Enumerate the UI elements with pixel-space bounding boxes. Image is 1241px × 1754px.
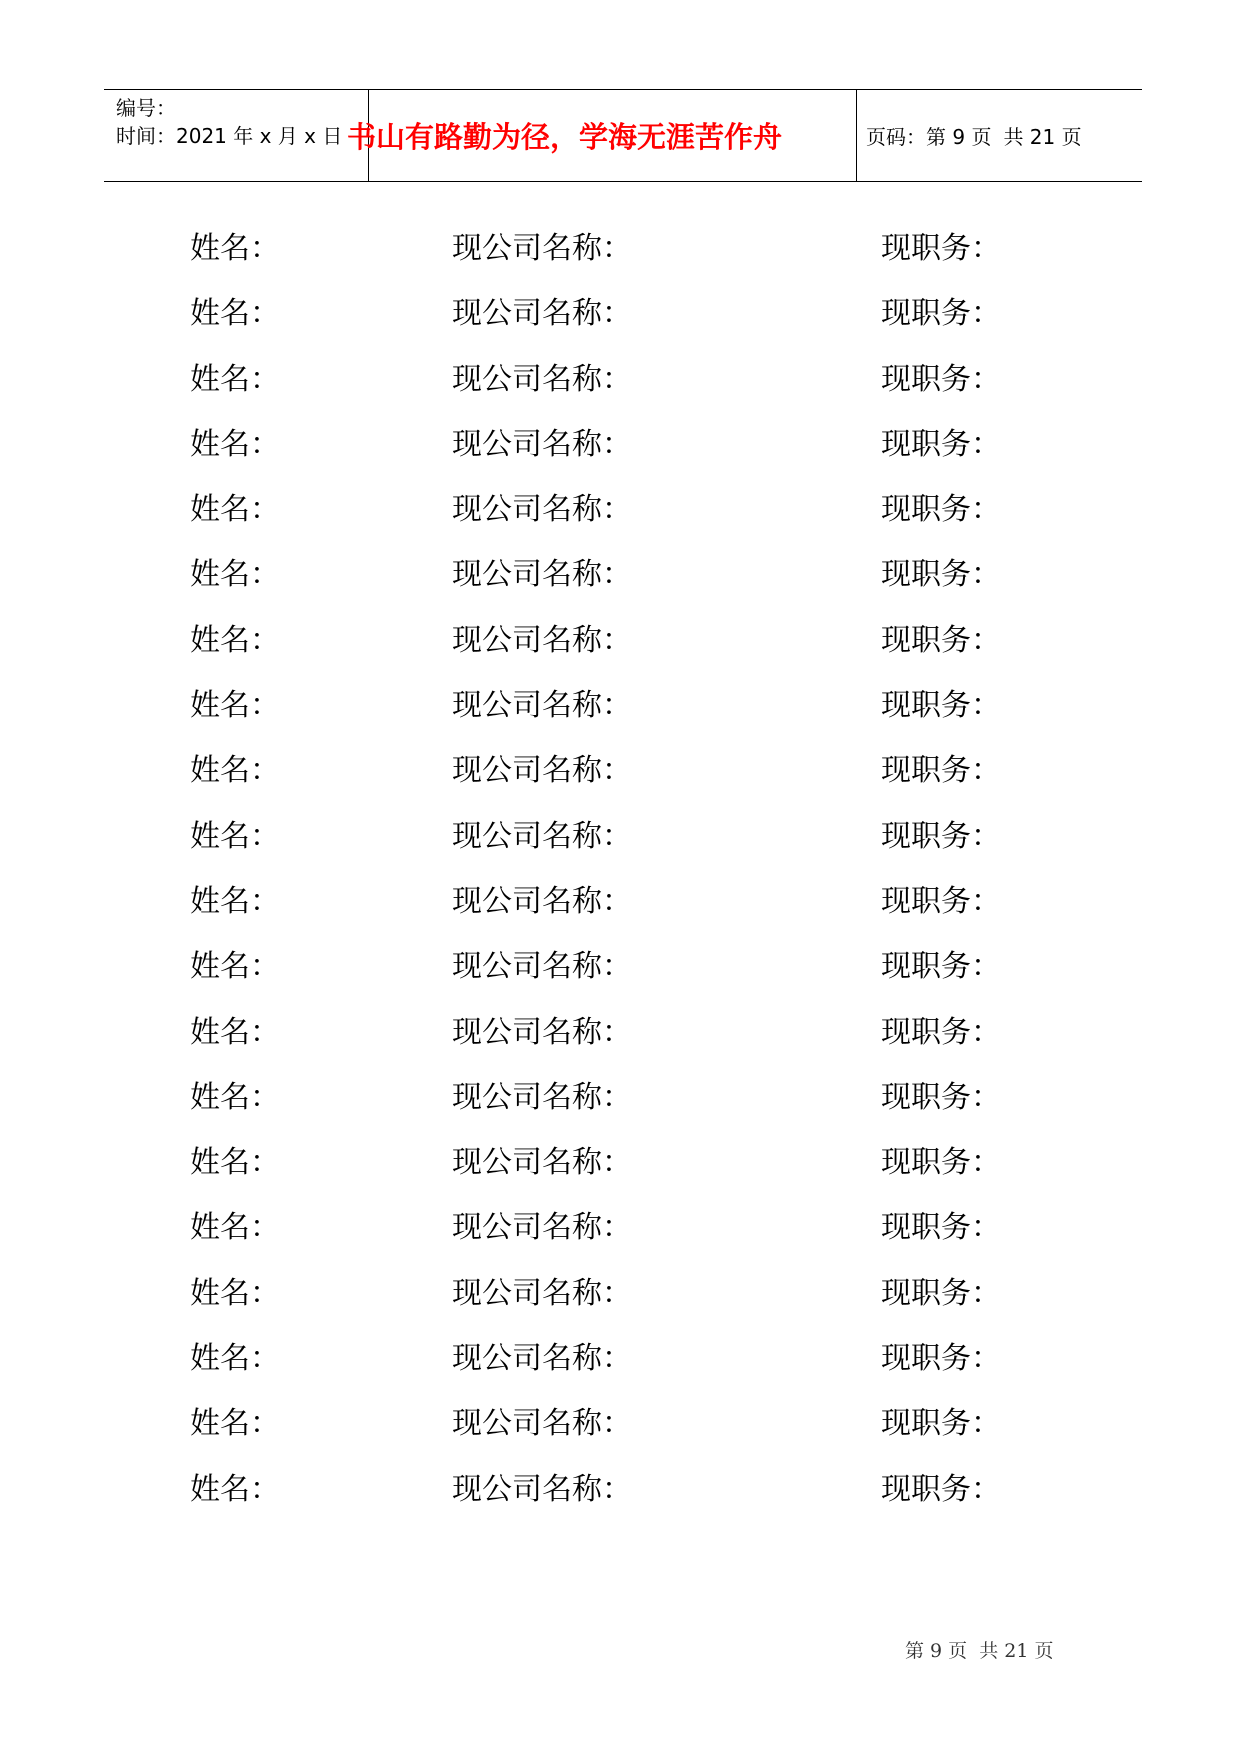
company-name-label: 现公司名称： bbox=[452, 1275, 632, 1311]
document-time-label: 时间：2021 年 x 月 x 日 bbox=[116, 124, 343, 148]
company-name-label: 现公司名称： bbox=[452, 883, 632, 919]
form-row bbox=[0, 933, 1241, 998]
company-name-label: 现公司名称： bbox=[452, 1341, 632, 1377]
form-row bbox=[0, 411, 1241, 476]
form-rows bbox=[0, 215, 1241, 1521]
name-label: 姓名： bbox=[190, 296, 280, 332]
position-label: 现职务： bbox=[881, 1275, 1001, 1311]
position-label: 现职务： bbox=[881, 818, 1001, 854]
form-row bbox=[0, 999, 1241, 1064]
header-motto: 书山有路勤为径，学海无涯苦作舟 bbox=[347, 120, 783, 154]
company-name-label: 现公司名称： bbox=[452, 1471, 632, 1507]
position-label: 现职务： bbox=[881, 231, 1001, 266]
company-name-label: 现公司名称： bbox=[452, 361, 632, 397]
name-label: 姓名： bbox=[190, 1275, 280, 1311]
name-label: 姓名： bbox=[190, 949, 280, 985]
name-label: 姓名： bbox=[190, 622, 280, 658]
name-label: 姓名： bbox=[190, 883, 280, 919]
name-label: 姓名： bbox=[190, 492, 280, 528]
company-name-label: 现公司名称： bbox=[452, 1145, 632, 1181]
form-row bbox=[0, 803, 1241, 868]
company-name-label: 现公司名称： bbox=[452, 557, 632, 593]
page-header bbox=[104, 89, 1142, 182]
name-label: 姓名： bbox=[190, 557, 280, 593]
form-row bbox=[0, 1194, 1241, 1259]
form-row bbox=[0, 346, 1241, 411]
company-name-label: 现公司名称： bbox=[452, 1079, 632, 1115]
form-row bbox=[0, 607, 1241, 672]
name-label: 姓名： bbox=[190, 1210, 280, 1246]
position-label: 现职务： bbox=[881, 361, 1001, 397]
position-label: 现职务： bbox=[881, 296, 1001, 332]
name-label: 姓名： bbox=[190, 753, 280, 789]
form-row bbox=[0, 1129, 1241, 1194]
position-label: 现职务： bbox=[881, 753, 1001, 789]
position-label: 现职务： bbox=[881, 1471, 1001, 1507]
company-name-label: 现公司名称： bbox=[452, 818, 632, 854]
company-name-label: 现公司名称： bbox=[452, 753, 632, 789]
position-label: 现职务： bbox=[881, 1079, 1001, 1115]
company-name-label: 现公司名称： bbox=[452, 688, 632, 724]
form-row bbox=[0, 672, 1241, 737]
position-label: 现职务： bbox=[881, 688, 1001, 724]
company-name-label: 现公司名称： bbox=[452, 426, 632, 462]
document-number-label: 编号： bbox=[116, 96, 176, 120]
position-label: 现职务： bbox=[881, 1014, 1001, 1050]
page-footer bbox=[905, 1636, 1059, 1663]
form-row bbox=[0, 1325, 1241, 1390]
name-label: 姓名： bbox=[190, 1471, 280, 1507]
footer-page-total: 共 21 页 bbox=[979, 1640, 1054, 1662]
footer-page-current: 第 9 页 bbox=[905, 1640, 968, 1662]
form-row bbox=[0, 280, 1241, 345]
header-page-total: 共 21 页 bbox=[1003, 125, 1082, 149]
company-name-label: 现公司名称： bbox=[452, 1406, 632, 1442]
position-label: 现职务： bbox=[881, 557, 1001, 593]
name-label: 姓名： bbox=[190, 1406, 280, 1442]
position-label: 现职务： bbox=[881, 949, 1001, 985]
header-divider-right bbox=[856, 90, 857, 181]
position-label: 现职务： bbox=[881, 1145, 1001, 1181]
company-name-label: 现公司名称： bbox=[452, 1210, 632, 1246]
form-row bbox=[0, 737, 1241, 802]
position-label: 现职务： bbox=[881, 1406, 1001, 1442]
company-name-label: 现公司名称： bbox=[452, 622, 632, 658]
form-row bbox=[0, 868, 1241, 933]
company-name-label: 现公司名称： bbox=[452, 231, 632, 266]
position-label: 现职务： bbox=[881, 1210, 1001, 1246]
position-label: 现职务： bbox=[881, 1341, 1001, 1377]
header-page-info bbox=[866, 90, 1094, 181]
form-row bbox=[0, 476, 1241, 541]
company-name-label: 现公司名称： bbox=[452, 492, 632, 528]
form-row bbox=[0, 1456, 1241, 1521]
company-name-label: 现公司名称： bbox=[452, 1014, 632, 1050]
name-label: 姓名： bbox=[190, 1079, 280, 1115]
name-label: 姓名： bbox=[190, 818, 280, 854]
name-label: 姓名： bbox=[190, 1341, 280, 1377]
name-label: 姓名： bbox=[190, 231, 280, 266]
position-label: 现职务： bbox=[881, 426, 1001, 462]
header-meta bbox=[116, 94, 342, 150]
name-label: 姓名： bbox=[190, 1014, 280, 1050]
company-name-label: 现公司名称： bbox=[452, 296, 632, 332]
position-label: 现职务： bbox=[881, 622, 1001, 658]
name-label: 姓名： bbox=[190, 1145, 280, 1181]
position-label: 现职务： bbox=[881, 492, 1001, 528]
header-page-current: 页码：第 9 页 bbox=[866, 125, 992, 149]
form-row bbox=[0, 1260, 1241, 1325]
name-label: 姓名： bbox=[190, 426, 280, 462]
name-label: 姓名： bbox=[190, 688, 280, 724]
company-name-label: 现公司名称： bbox=[452, 949, 632, 985]
position-label: 现职务： bbox=[881, 883, 1001, 919]
form-row bbox=[0, 1064, 1241, 1129]
form-row bbox=[0, 1390, 1241, 1455]
form-row bbox=[0, 541, 1241, 606]
form-row bbox=[0, 215, 1241, 280]
name-label: 姓名： bbox=[190, 361, 280, 397]
